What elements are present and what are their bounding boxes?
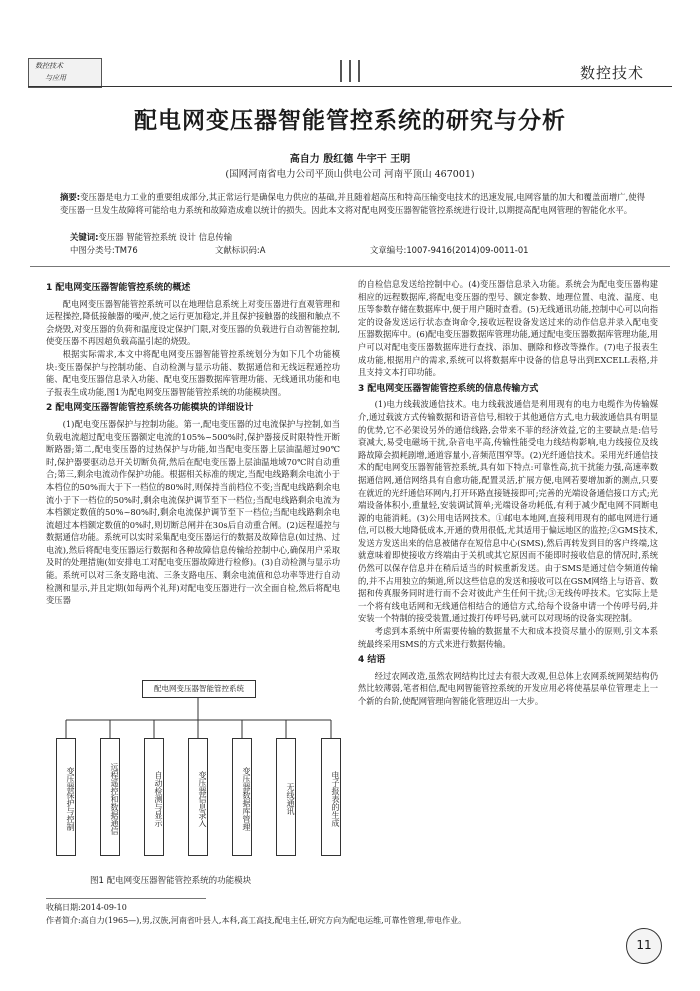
abstract-label: 摘要:: [60, 192, 81, 202]
header-divider: [28, 86, 672, 87]
received-date: 收稿日期:2014-09-10: [46, 903, 127, 912]
section-3-para-1: (1)电力线载波通信技术。电力线载波通信是利用现有的电力电缆作为传输媒介,通过载波方式传输数据和语音信号,相较于其他通信方式,电力载波通信具有明显的优势,它不必架设另外的通信线路,会带来不菲的经济效益,它的主要缺点是:信号衰减大,易受电磁场干扰,杂音电平高,传输性能受电力线结构影响,电力线接位及线路故障会损耗剧增,通道容量小,音频范围窄等。(2)光纤通信技术。采用光纤通信技术的配电网变压器智能管控系统,具有如下特点:可靠性高,抗干扰能力强,高速率数据通信网,通信网络具有自愈功能,配置灵活,扩展方便,电网若要增加新的测点,只要在就近的光纤通信环网内,打开环路直接链接即可;完善的光端设备通信接口方式;光端设备体积小,重量轻,安装调试简单;光端设备功耗低,有利于减少配电网不同断电源的电能消耗。(3)公用电话网技术。①邮电本地网,直接利用现有的邮电网进行通信,可以极大地降低成本,开通的费用很低,尤其适用于偏远地区的监控;②GMS技术,发送方发送出来的信息被储存在短信息中心(SMS),然后再转发到目的客户终端,这就意味着即使接收方终端由于关机或其它原因而不能即时接收信息的情况时,系统仍然可以保存信息并在稍后适当的时候重新发送。由于SMS是通过信令频道传输的,并不占用独立的频道,所以这些信息的发送和接收可以在GSM网络上与语音、数据和传真服务同时进行而不会对彼此产生任何干扰;③无线传呼技术。它实际上是一个将有线电话网和无线通信相结合的通信方式,给每个设备申请一个传呼号码,并安装一个特制的接受装置,通过拨打传呼号码,就可以对现场的设备实现控制。: [358, 399, 658, 624]
section-1-title: 1 配电网变压器智能管控系统的概述: [46, 283, 191, 293]
section-2-title: 2 配电网变压器智能管控系统各功能模块的详细设计: [46, 403, 254, 414]
section-3-title: 3 配电网变压器智能管控系统的信息传输方式: [358, 383, 539, 394]
abstract-text: 变压器是电力工业的重要组成部分,其正常运行是确保电力供应的基础,并且随着超高压和特高压输变电技术的迅速发展,电网容量的加大和覆盖面增广,使得变压器一旦发生故障将可能给电力系统和故障造成难以统计的损失。因此本文将对配电网变压器智能管控系统进行设计,以期提高配电网管理的智能化水平。: [60, 192, 645, 215]
abstract-divider: [30, 266, 670, 267]
figure-node-3: 自动检测与显示: [144, 738, 164, 856]
figure-root-node: 配电网变压器智能管控系统: [142, 680, 256, 698]
article-number: 文章编号:1007-9416(2014)09-0011-01: [370, 245, 529, 255]
clc-number: 中图分类号:TM76: [70, 245, 138, 255]
authors: 高自力 殷红德 牛宇干 王明: [289, 154, 411, 165]
left-column: [46, 278, 340, 607]
figure-node-7: 电子报表的生成: [321, 738, 341, 856]
figure-caption: 图1 配电网变压器智能管控系统的功能模块: [90, 876, 252, 886]
figure-node-4: 变压器信息录入: [188, 738, 208, 856]
section-label: 数控技术: [580, 64, 645, 82]
footnote-divider: [46, 898, 206, 899]
header-bars-icon: [340, 60, 367, 86]
section-3-para-2: 考虑到本系统中所需要传输的数据量不大和成本投资尽量小的原则,引文本系统最终采用SMS的方式来进行数据传输。: [358, 626, 658, 649]
figure-node-5: 变压器数据库管理: [232, 738, 252, 856]
logo-line1: 数控技术: [35, 62, 63, 70]
figure-1: [54, 680, 344, 870]
abstract: [60, 191, 645, 217]
section-4-para-1: 经过农网改造,虽然农网结构比过去有很大改观,但总体上农网系统网架结构仍然比较薄弱,笔者相信,配电网智能管控系统的开发应用必将使基层单位管理走上一个新的台阶,使配网管理向智能化管理迈出一大步。: [358, 670, 658, 706]
logo-line2: 与应用: [45, 74, 66, 82]
section-2-para-1: (1)配电变压器保护与控制功能。第一,配电变压器的过电流保护与控制,如当负载电流超过配电变压器额定电流的105%~500%时,保护器接反时限特性开断断路器;第二,配电变压器的过热保护与功能,如当配电变压器上层油温超过90℃时,保护器要驱动总开关切断负荷,然后在配电变压器上层油温地域70℃时自动重合;第三,剩余电流动作保护功能。根据相关标准的规定,当配电线路剩余电流小于本档位的50%而大于下一档位的80%时,则保持当前档位不变;当配电线路剩余电流小于下一档位的50%时,剩余电流保护调节至下一档位;当配电线路剩余电流为本档额定数值的50%~80%时,剩余电流保护调节至下一档位;当配电线路剩余电流超过本档额定数值的0%时,则切断总闸并在30s后自动重合闸。(2)远程遥控与数据通信功能。系统可以实时采集配电变压器运行的数据及故障信息(如过热、过电流),然后将配电变压器运行数据和各种故障信息传输给控制中心,确保用户采取及时的处理措施(如安排电工对配电变压器故障进行检修)。(3)自动检测与显示功能。系统可以对三条支路电流、三条支路电压、剩余电流值和总功率等进行自动检测和显示,并且定期(如每两个礼拜)对配电变压器进行一次全面自检,然后将配电变压器: [46, 418, 340, 606]
affiliation: (国网河南省电力公司平顶山供电公司 河南平顶山 467001): [225, 169, 475, 180]
figure-node-2: 远程遥控和数据通信: [100, 738, 120, 856]
journal-logo: [28, 58, 102, 88]
section-1-para-2: 根据实际需求,本文中将配电网变压器智能管控系统划分为如下几个功能模块:变压器保护与控制功能、自动检测与显示功能、数据通信和无线远程通控功能、配电变压器信息录入功能、配电变压器数据库管理功能、无线通讯功能和电子报表生成功能,图1为配电网变压器智能管控系统的功能模块图。: [46, 348, 340, 397]
doc-code: 文献标识码:A: [215, 245, 266, 255]
right-para-1: 的自检信息发送给控制中心。(4)变压器信息录入功能。系统会为配电变压器构建相应的远程数据库,将配电变压器的型号、额定参数、地理位置、电流、温度、电压等参数存储在数据库中,便于用户随时查看。(5)无线通讯功能,控制中心可以向指定的设备发送运行状态查询命令,接收远程设备发送过来的动作信息并录入配电变压器数据库中。(6)配电变压器数据库管理功能,通过配电变压器数据库管理功能,用户可以对配电变压器数据库进行查找、添加、删除和修改等操作。(7)电子报表生成功能,根据用户的需求,系统可以将数据库中设备的信息导出到EXCELL表格,并且支持文本打印功能。: [358, 279, 658, 378]
figure-node-1: 变压器保护与控制: [56, 738, 76, 856]
keywords-text: 变压器 智能管控系统 设计 信息传输: [98, 232, 233, 242]
keywords-label: 关键词:: [70, 232, 99, 242]
paper-title: 配电网变压器智能管控系统的研究与分析: [134, 107, 566, 134]
page-number: 11: [636, 938, 652, 952]
figure-node-6: 无线通讯: [276, 738, 296, 856]
page-number-badge: [626, 928, 662, 964]
keywords: [70, 231, 232, 243]
right-column: [358, 278, 658, 708]
section-1-para-1: 配电网变压器智能管控系统可以在地理信息系统上对变压器进行直观管理和远程操控,降低接触器的噪声,使之运行更加稳定,并且保护接触器的线圈和触点不会烧毁,对变压器的负荷和温度设定保护门限,对变压器的负载进行自动智能控制,使变压器不再因超负载高温引起的烧毁。: [46, 298, 340, 347]
section-4-title: 4 结语: [358, 655, 386, 666]
author-bio: 作者简介:高自力(1965—),男,汉族,河南省叶县人,本科,高工高技,配电主任,研究方向为配电运维,可靠性管理,带电作业。: [46, 916, 467, 925]
